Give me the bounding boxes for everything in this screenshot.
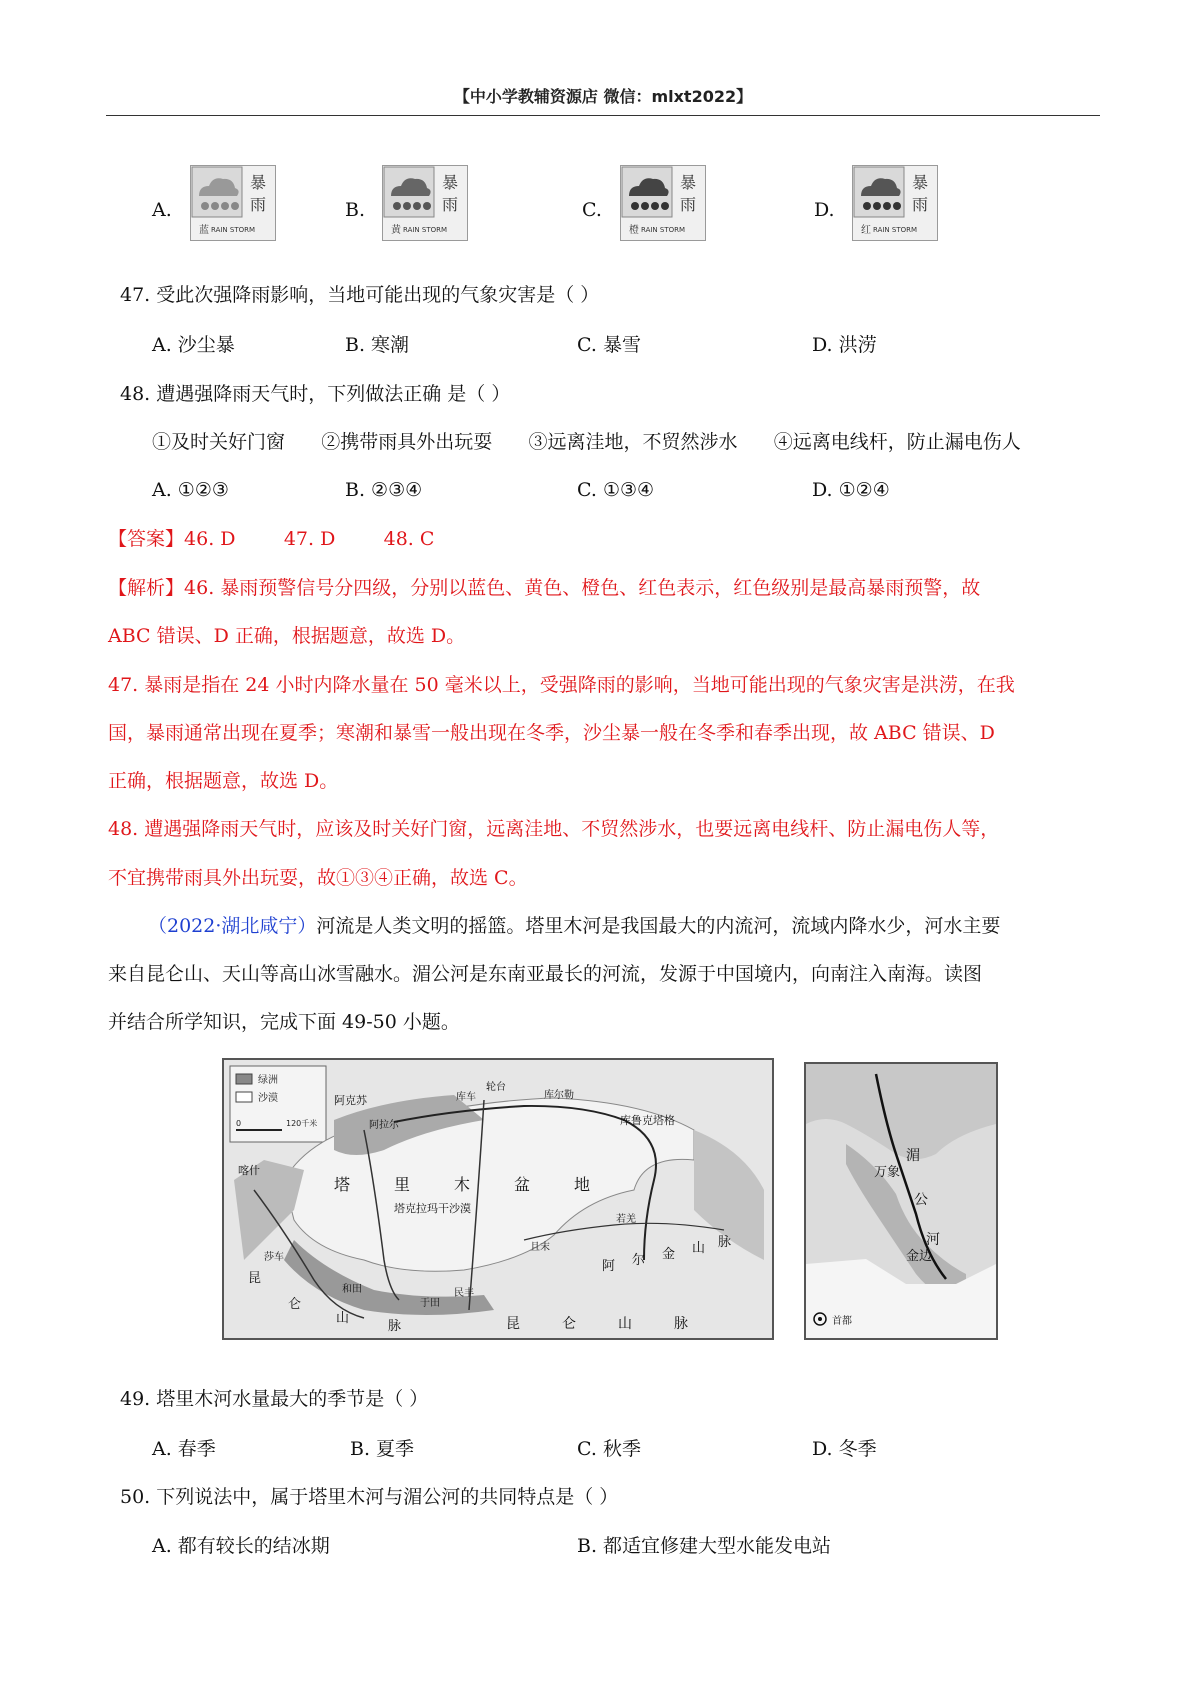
q50-option-a: A. 都有较长的结冰期 [152,1535,330,1557]
analysis-line-7: 不宜携带雨具外出玩耍，故①③④正确，故选 C。 [108,867,528,889]
label-kunlun-w2: 仑 [288,1297,302,1312]
label-kunlun-1: 昆 [506,1316,520,1332]
analysis-line-6: 48. 遭遇强降雨天气时，应该及时关好门窗，远离洼地、不贸然涉水，也要远离电线杆、防止漏电伤人等， [108,818,1000,840]
sign-char2: 雨 [679,195,697,214]
q48-stem: 48. 遭遇强降雨天气时，下列做法正确 是（ ） [120,383,511,405]
analysis-line-4: 国，暴雨通常出现在夏季；寒潮和暴雪一般出现在冬季，沙尘暴一般在冬季和春季出现，故 ABC 错误、D [108,722,995,744]
sign-caption: RAIN STORM [873,226,918,234]
sign-level-char: 橙 [629,225,639,236]
label-kuruktag: 库鲁克塔格 [620,1114,675,1127]
q47-option-b: B. 寒潮 [345,334,410,356]
sign-level-char: 红 [861,225,871,236]
label-altun-1: 阿 [602,1259,616,1274]
rainstorm-sign-red [852,165,938,241]
header-divider [106,115,1100,116]
legend-desert-swatch [236,1092,252,1102]
label-mu: 木 [454,1175,471,1194]
q48-option-d: D. ①②④ [812,479,890,501]
label-di: 地 [574,1175,591,1194]
legend-oasis-swatch [236,1074,252,1084]
label-kunlun-4: 脉 [674,1316,688,1332]
q47-option-c: C. 暴雪 [577,334,641,356]
sign-option-b-label: B. [345,199,366,221]
map-scale: 120千米 [286,1119,318,1128]
label-ruoqiang: 若羌 [616,1214,636,1225]
intro-line-2: 来自昆仑山、天山等高山冰雪融水。湄公河是东南亚最长的河流，发源于中国境内，向南注入南海。读图 [108,963,983,985]
label-kunlun-3: 山 [618,1316,632,1332]
label-mei: 湄 [906,1148,920,1164]
map-tarim-basin [222,1058,774,1340]
label-kuqa: 库车 [456,1092,476,1103]
q50-option-b: B. 都适宜修建大型水能发电站 [577,1535,832,1557]
page-header: 【中小学教辅资源店 微信：mlxt2022】 [453,87,753,106]
label-altun-3: 金 [662,1247,676,1262]
label-qiemo: 且末 [530,1242,550,1253]
svg-text:0: 0 [236,1119,242,1128]
label-capital: 首都 [832,1316,852,1327]
intro-text-1: 河流是人类文明的摇篮。塔里木河是我国最大的内流河，流域内降水少，河水主要 [316,915,1001,937]
q50-stem: 50. 下列说法中，属于塔里木河与湄公河的共同特点是（ ） [120,1486,619,1508]
q47-option-d: D. 洪涝 [812,334,877,356]
q49-stem: 49. 塔里木河水量最大的季节是（ ） [120,1388,429,1410]
sign-option-d-label: D. [814,199,835,221]
sign-char1: 暴 [679,173,697,192]
sign-option-c-label: C. [582,199,602,221]
label-taklamakan: 塔克拉玛干沙漠 [394,1202,471,1215]
label-aksu: 阿克苏 [334,1094,367,1107]
label-minfeng: 民丰 [454,1288,474,1299]
analysis-text-1: 46. 暴雨预警信号分四级，分别以蓝色、黄色、橙色、红色表示，红色级别是最高暴雨预警，故 [184,577,981,599]
label-vientiane: 万象 [874,1165,901,1180]
q47-stem: 47. 受此次强降雨影响，当地可能出现的气象灾害是（ ） [120,284,600,306]
q49-option-c: C. 秋季 [577,1438,641,1460]
rainstorm-sign-blue [190,165,276,241]
q47-option-a: A. 沙尘暴 [152,334,235,356]
label-korla: 库尔勒 [544,1090,574,1101]
rainstorm-sign-orange [620,165,706,241]
label-shache: 莎车 [264,1252,284,1263]
analysis-line-1 [108,574,980,602]
legend-desert: 沙漠 [258,1093,278,1104]
map-mekong [804,1062,998,1340]
sign-level-char: 黄 [391,225,401,236]
intro-line-3: 并结合所学知识，完成下面 49-50 小题。 [108,1011,460,1033]
analysis-line-3: 47. 暴雨是指在 24 小时内降水量在 50 毫米以上，受强降雨的影响，当地可能出现的气象灾害是洪涝，在我 [108,674,1015,696]
q49-option-d: D. 冬季 [812,1438,877,1460]
sign-caption: RAIN STORM [403,226,448,234]
sign-option-a-label: A. [152,199,172,221]
answer-label: 【答案】 [108,528,185,550]
label-he: 河 [926,1232,940,1248]
label-phnom-penh: 金边 [906,1249,933,1264]
sign-char2: 雨 [441,195,459,214]
legend-oasis: 绿洲 [258,1075,278,1086]
q48-option-b: B. ②③④ [345,479,423,501]
label-li: 里 [394,1175,411,1194]
label-kunlun-w4: 脉 [388,1319,402,1334]
label-altun-5: 脉 [718,1235,732,1250]
label-ta: 塔 [334,1175,351,1194]
analysis-line-2: ABC 错误、D 正确，根据题意，故选 D。 [108,625,466,647]
q48-option-c: C. ①③④ [577,479,655,501]
sign-caption: RAIN STORM [641,226,686,234]
label-alar: 阿拉尔 [369,1120,399,1131]
sign-char1: 暴 [249,173,267,192]
sign-level-char: 蓝 [199,225,209,236]
q48-items: ①及时关好门窗 ②携带雨具外出玩耍 ③远离洼地，不贸然涉水 ④远离电线杆，防止漏电伤人 [152,431,1021,453]
label-kunlun-2: 仑 [562,1316,576,1332]
label-kashgar: 喀什 [238,1164,260,1177]
sign-char1: 暴 [911,173,929,192]
intro-source: （2022·湖北咸宁） [148,915,317,937]
sign-char2: 雨 [249,195,267,214]
label-altun-4: 山 [692,1241,706,1256]
intro-line-1 [148,912,1000,940]
answer [108,525,434,553]
q48-option-a: A. ①②③ [152,479,229,501]
label-kunlun-w3: 山 [336,1311,350,1326]
analysis-line-5: 正确，根据题意，故选 D。 [108,770,339,792]
rainstorm-sign-yellow [382,165,468,241]
label-pen: 盆 [514,1175,531,1194]
label-kunlun-w1: 昆 [248,1271,262,1286]
analysis-label: 【解析】 [108,577,185,599]
label-hotan: 和田 [342,1284,362,1295]
sign-char2: 雨 [911,195,929,214]
answer-text: 46. D 47. D 48. C [184,528,435,550]
q49-option-b: B. 夏季 [350,1438,415,1460]
label-altun-2: 尔 [632,1253,646,1268]
label-gong: 公 [914,1192,928,1208]
label-yutian: 于田 [420,1298,440,1309]
label-luntai: 轮台 [486,1082,506,1093]
sign-caption: RAIN STORM [211,226,256,234]
q49-option-a: A. 春季 [152,1438,216,1460]
sign-char1: 暴 [441,173,459,192]
